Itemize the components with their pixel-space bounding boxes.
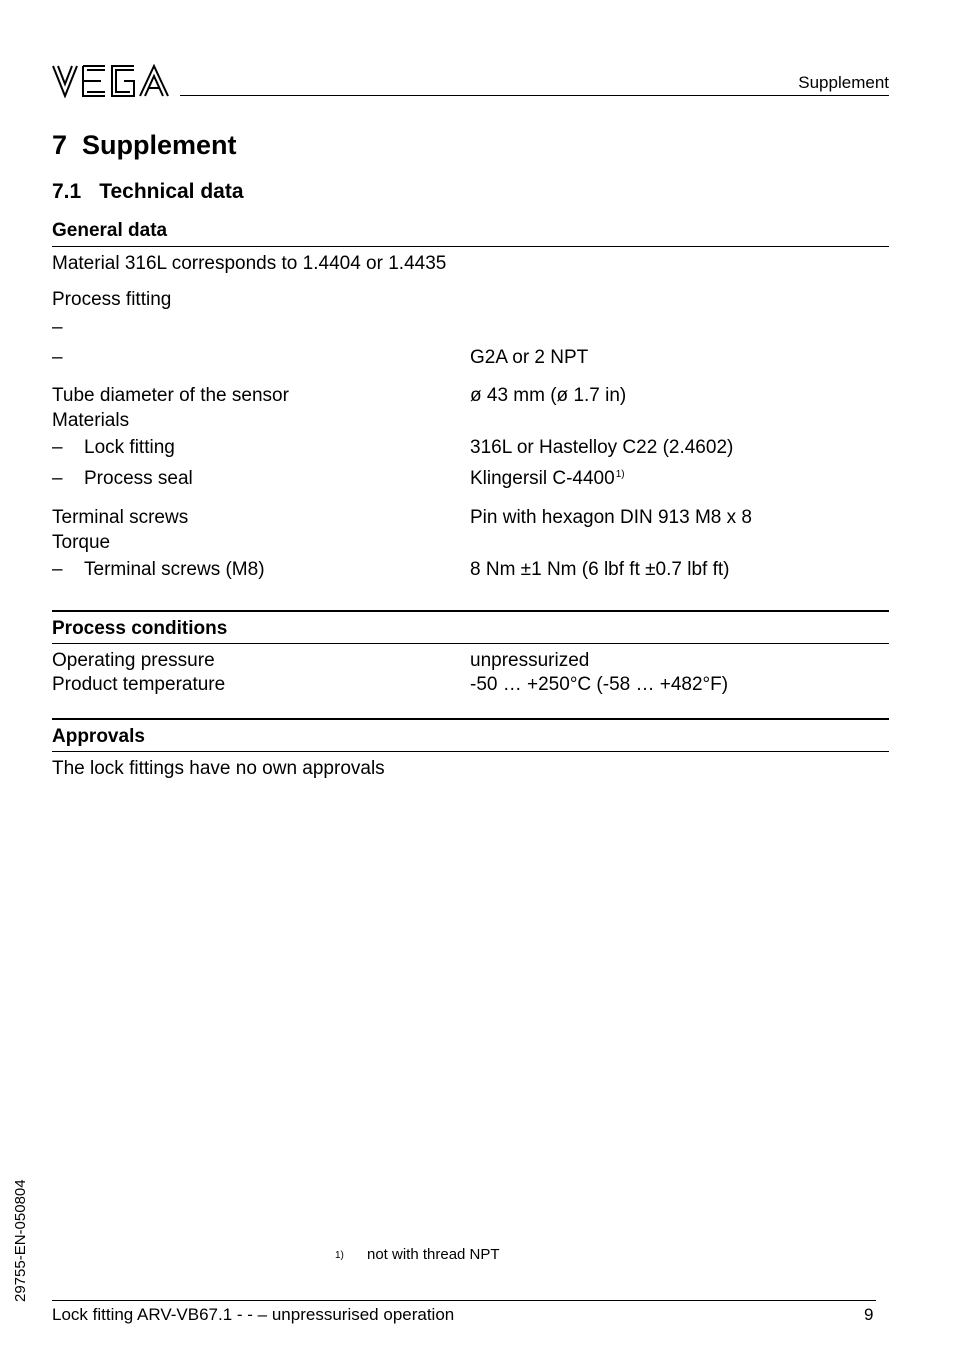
process-seal-label: Process seal	[84, 468, 193, 489]
document-code: 29755-EN-050804	[12, 1179, 29, 1302]
header-section-label: Supplement	[798, 73, 889, 92]
tube-diameter-value: ø 43 mm (ø 1.7 in)	[470, 385, 627, 406]
process-fitting-value: G2A or 2 NPT	[470, 347, 589, 368]
section-title: Technical data	[99, 180, 244, 203]
approvals-rule	[52, 751, 889, 752]
product-temperature-value: -50 … +250°C (-58 … +482°F)	[470, 674, 729, 695]
operating-pressure-label: Operating pressure	[52, 650, 215, 671]
footnote-text: not with thread NPT	[367, 1246, 500, 1263]
tube-diameter-label: Tube diameter of the sensor	[52, 385, 289, 406]
process-seal-value	[470, 468, 625, 490]
process-conditions-heading: Process conditions	[52, 618, 228, 639]
process-fitting-dash-2: –	[52, 347, 63, 368]
header-rule	[180, 95, 889, 96]
footer-rule	[52, 1300, 876, 1301]
chapter-title: Supplement	[82, 130, 237, 160]
chapter-heading	[52, 130, 237, 161]
materials-label: Materials	[52, 410, 130, 431]
general-data-rule	[52, 246, 889, 247]
torque-label: Torque	[52, 532, 111, 553]
approvals-text: The lock fittings have no own approvals	[52, 758, 385, 779]
process-seal-dash: –	[52, 468, 63, 489]
operating-pressure-value: unpressurized	[470, 650, 590, 671]
vega-logo	[52, 64, 170, 98]
terminal-screws-value: Pin with hexagon DIN 913 M8 x 8	[470, 507, 752, 528]
section-number: 7.1	[52, 180, 82, 203]
process-conditions-top-rule	[52, 610, 889, 612]
torque-dash: –	[52, 559, 63, 580]
torque-item-label: Terminal screws (M8)	[84, 559, 265, 580]
torque-item-value: 8 Nm ±1 Nm (6 lbf ft ±0.7 lbf ft)	[470, 559, 730, 580]
product-temperature-label: Product temperature	[52, 674, 226, 695]
chapter-number: 7	[52, 130, 68, 160]
material-note: Material 316L corresponds to 1.4404 or 1.4435	[52, 253, 447, 274]
section-heading	[52, 180, 244, 204]
process-fitting-label: Process fitting	[52, 289, 172, 310]
process-seal-value-text: Klingersil C-4400	[470, 468, 615, 489]
process-fitting-dash-1: –	[52, 317, 63, 338]
page-number: 9	[864, 1305, 874, 1324]
lock-fitting-label: Lock fitting	[84, 437, 175, 458]
terminal-screws-label: Terminal screws	[52, 507, 189, 528]
lock-fitting-dash: –	[52, 437, 63, 458]
footnote-reference: 1)	[615, 469, 625, 480]
general-data-heading: General data	[52, 220, 168, 241]
lock-fitting-value: 316L or Hastelloy C22 (2.4602)	[470, 437, 734, 458]
footnote-mark: 1)	[335, 1250, 344, 1261]
approvals-heading: Approvals	[52, 726, 145, 747]
footer-title: Lock fitting ARV-VB67.1 - - – unpressurised operation	[52, 1305, 455, 1324]
approvals-top-rule	[52, 718, 889, 720]
process-conditions-rule	[52, 643, 889, 644]
